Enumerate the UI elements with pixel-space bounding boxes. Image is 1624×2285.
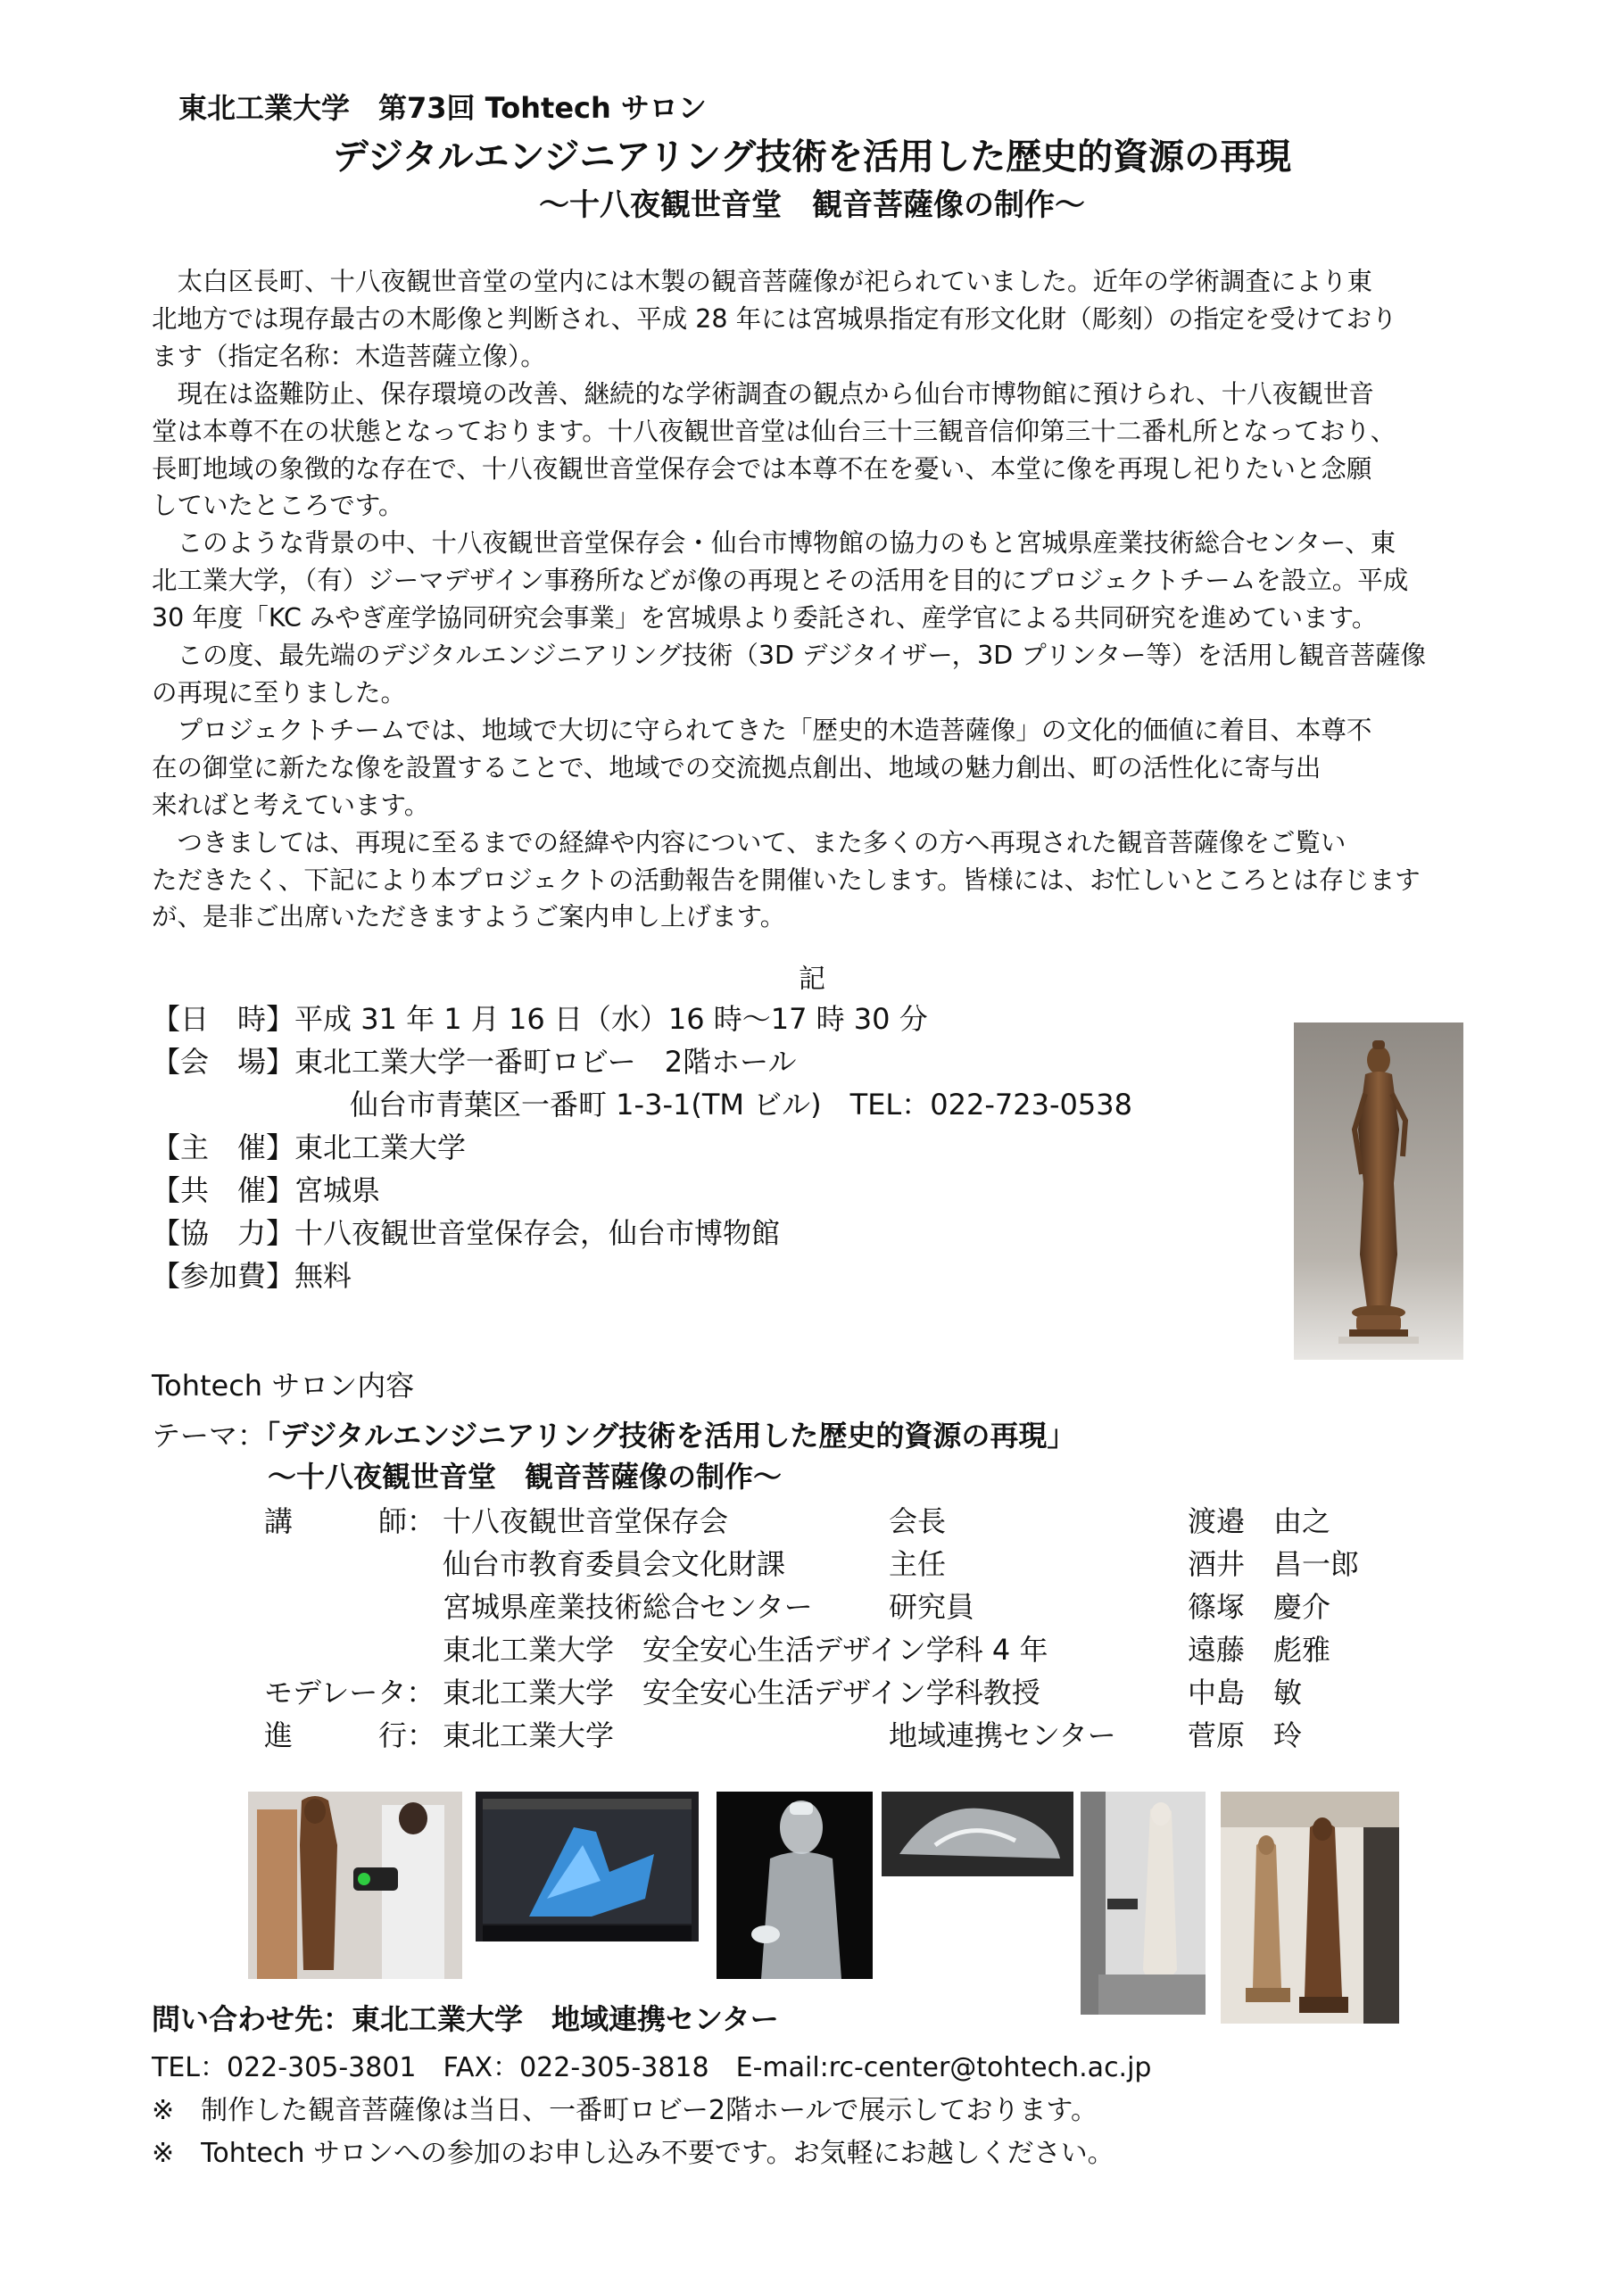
body-line: 在の御堂に新たな像を設置することで、地域での交流拠点創出、地域の魅力創出、町の活性化に寄与出 bbox=[152, 752, 1322, 782]
painting-process-photo bbox=[1081, 1792, 1206, 2015]
speaker-org: 東北工業大学 安全安心生活デザイン学科 4 年 bbox=[443, 1633, 1048, 1667]
body-line: 現在は盗難防止、保存環境の改善、継続的な学術調査の観点から仙台市博物館に預けられ、十八夜観世音 bbox=[152, 378, 1374, 409]
speaker-name: 渡邉 由之 bbox=[1188, 1504, 1331, 1538]
organizer-line: 東北工業大学 第73回 Tohtech サロン bbox=[178, 91, 707, 125]
venue-value: 東北工業大学一番町ロビー 2階ホール bbox=[294, 1045, 797, 1079]
body-line: この度、最先端のデジタルエンジニアリング技術（3D デジタイザー，3D プリンター等）を活用し観音菩薩像 bbox=[152, 641, 1426, 671]
speaker-role: モデレータ： bbox=[264, 1676, 435, 1710]
cohost-label: 【共 催】 bbox=[152, 1173, 295, 1207]
speaker-name: 菅原 玲 bbox=[1188, 1718, 1303, 1752]
speaker-name: 遠藤 彪雅 bbox=[1188, 1633, 1331, 1667]
page-subtitle: ～十八夜観世音堂 観音菩薩像の制作～ bbox=[539, 187, 1085, 223]
body-line: つきましては、再現に至るまでの経緯や内容について、また多くの方へ再現された観音菩薩像をご覧い bbox=[152, 827, 1346, 857]
speaker-org: 仙台市教育委員会文化財課 bbox=[443, 1547, 786, 1581]
body-line: の再現に至りました。 bbox=[152, 677, 407, 708]
coop-label: 【協 力】 bbox=[152, 1216, 295, 1250]
contact-heading: 問い合わせ先：東北工業大学 地域連携センター bbox=[152, 2002, 779, 2036]
speaker-position: 地域連携センター bbox=[889, 1718, 1116, 1752]
body-line: していたところです。 bbox=[152, 491, 404, 521]
speaker-name: 篠塚 慶介 bbox=[1188, 1590, 1331, 1624]
theme-subtitle: ～十八夜観世音堂 観音菩薩像の制作～ bbox=[268, 1460, 783, 1494]
speaker-org: 宮城県産業技術総合センター bbox=[443, 1590, 813, 1624]
theme-label: テーマ： bbox=[152, 1419, 267, 1453]
body-line: 来ればと考えています。 bbox=[152, 790, 430, 820]
body-line: ただきたく、下記により本プロジェクトの活動報告を開催いたします。皆様には、お忙しいところとは存じます bbox=[152, 865, 1421, 895]
comparison-photo bbox=[1221, 1792, 1399, 2024]
speaker-org: 東北工業大学 bbox=[443, 1718, 615, 1752]
body-line: が、是非ご出席いただきますようご案内申し上げます。 bbox=[152, 902, 786, 932]
speaker-role: 講 師： bbox=[264, 1504, 436, 1538]
body-line: 30 年度「KC みやぎ産学協同研究会事業」を宮城県より委託され、産学官による共同研究を進めています。 bbox=[152, 603, 1378, 633]
scanning-photo bbox=[248, 1792, 462, 1979]
exhibit-note: ※ 制作した観音菩薩像は当日、一番町ロビー2階ホールで展示しております。 bbox=[152, 2095, 1098, 2126]
fee-label: 【参加費】 bbox=[152, 1259, 295, 1293]
speaker-org: 東北工業大学 安全安心生活デザイン学科教授 bbox=[443, 1676, 1040, 1710]
theme-line bbox=[152, 1413, 1075, 1454]
intro-body bbox=[152, 263, 1508, 936]
venue-label: 【会 場】 bbox=[152, 1045, 295, 1079]
notice-mark: 記 bbox=[799, 964, 825, 995]
date-value: 平成 31 年 1 月 16 日（水）16 時～17 時 30 分 bbox=[294, 1002, 928, 1036]
body-line: 北工業大学，（有）ジーマデザイン事務所などが像の再現とその活用を目的にプロジェクトチームを設立。平成 bbox=[152, 566, 1409, 596]
body-line: このような背景の中、十八夜観世音堂保存会・仙台市博物館の協力のもと宮城県産業技術総合センター、東 bbox=[152, 528, 1396, 559]
speaker-position: 主任 bbox=[889, 1547, 947, 1581]
body-line: ます（指定名称：木造菩薩立像）。 bbox=[152, 341, 546, 371]
event-info bbox=[152, 998, 1132, 1297]
speaker-org: 十八夜観世音堂保存会 bbox=[443, 1504, 729, 1538]
speaker-position: 会長 bbox=[889, 1504, 947, 1538]
body-line: 北地方では現存最古の木彫像と判断され、平成 28 年には宮城県指定有形文化財（彫刻）の指定を受けており bbox=[152, 303, 1397, 334]
statue-photo bbox=[1294, 1022, 1463, 1360]
body-line: 太白区長町、十八夜観世音堂の堂内には木製の観音菩薩像が祀られていました。近年の学術調査により東 bbox=[152, 267, 1373, 296]
speaker-role: 進 行： bbox=[264, 1718, 436, 1752]
body-line: 長町地域の象徴的な存在で、十八夜観世音堂保存会では本尊不在を憂い、本堂に像を再現し祀りたいと念願 bbox=[152, 453, 1372, 484]
theme-title: 「デジタルエンジニアリング技術を活用した歴史的資源の再現」 bbox=[266, 1419, 1076, 1453]
body-line: 堂は本尊不在の状態となっております。十八夜観世音堂は仙台三十三観音信仰第三十二番札所となっており、 bbox=[152, 416, 1396, 446]
date-label: 【日 時】 bbox=[152, 1002, 295, 1036]
salon-heading: Tohtech サロン内容 bbox=[152, 1369, 415, 1403]
speaker-name: 酒井 昌一郎 bbox=[1188, 1547, 1360, 1581]
scan-software-photo bbox=[476, 1792, 699, 1941]
registration-note: ※ Tohtech サロンへの参加のお申し込み不要です。お気軽にお越しください。 bbox=[152, 2138, 1114, 2169]
body-line: プロジェクトチームでは、地域で大切に守られてきた「歴史的木造菩薩像」の文化的価値に着目、本尊不 bbox=[152, 715, 1372, 745]
host-value: 東北工業大学 bbox=[294, 1130, 467, 1164]
speaker-position: 研究員 bbox=[889, 1590, 975, 1624]
coop-value: 十八夜観世音堂保存会，仙台市博物館 bbox=[294, 1216, 781, 1250]
venue-address: 仙台市青葉区一番町 1-3-1(TM ビル) TEL：022-723-0538 bbox=[350, 1088, 1132, 1122]
page-title: デジタルエンジニアリング技術を活用した歴史的資源の再現 bbox=[332, 137, 1292, 178]
fee-value: 無料 bbox=[294, 1259, 352, 1293]
speaker-name: 中島 敏 bbox=[1188, 1676, 1303, 1710]
resin-print-photo bbox=[717, 1792, 873, 1979]
contact-details: TEL：022-305-3801 FAX：022-305-3818 E-mail:rc-center@tohtech.ac.jp bbox=[152, 2052, 1152, 2083]
host-label: 【主 催】 bbox=[152, 1130, 295, 1164]
cohost-value: 宮城県 bbox=[294, 1173, 381, 1207]
resin-detail-photo bbox=[882, 1792, 1073, 1876]
